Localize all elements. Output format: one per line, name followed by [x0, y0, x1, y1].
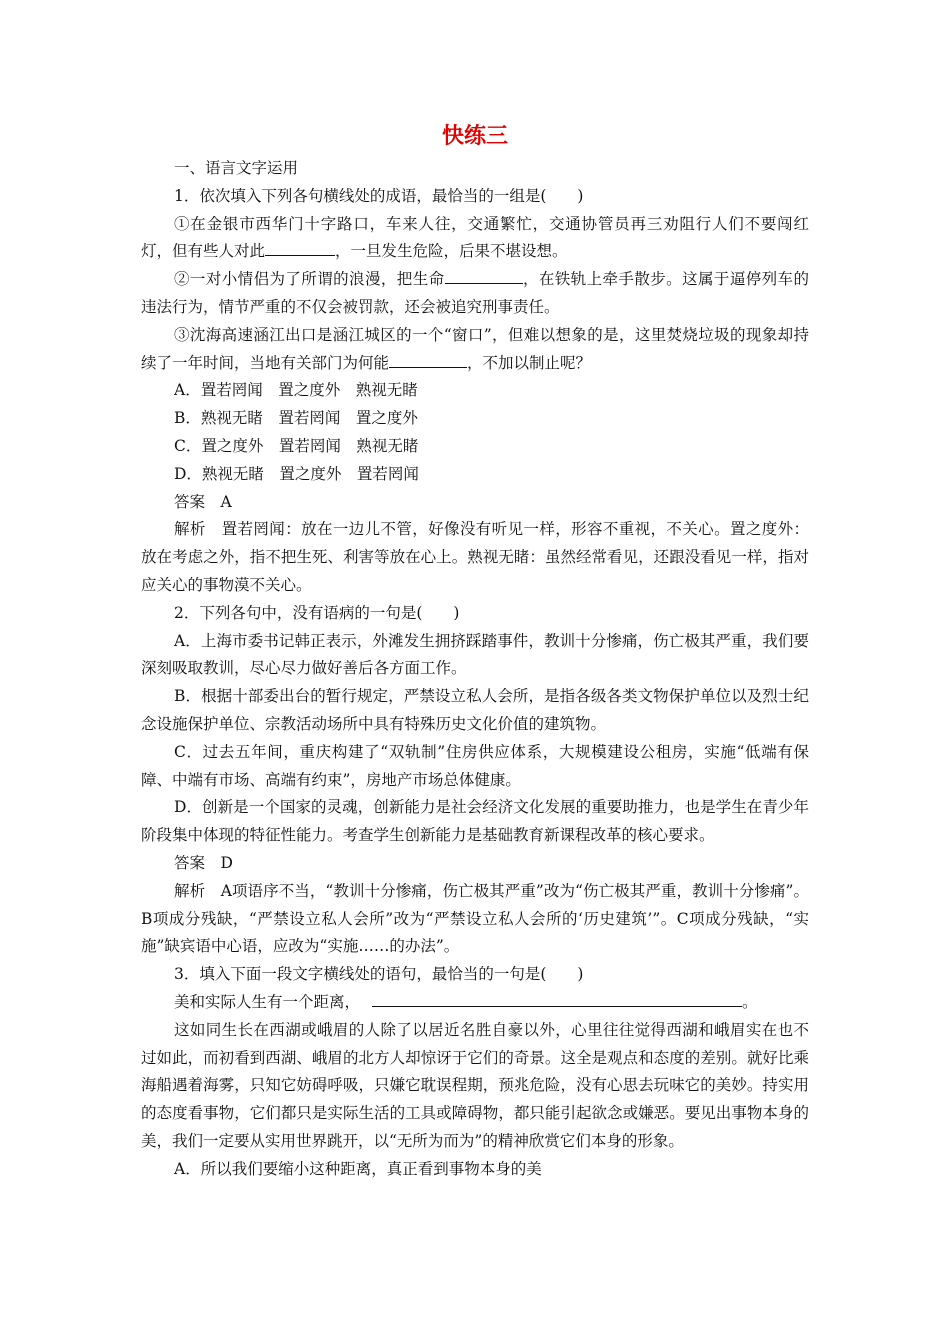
- fill-blank: [265, 239, 335, 256]
- q3-option-a: A．所以我们要缩小这种距离，真正看到事物本身的美: [174, 1159, 542, 1178]
- document-body: [141, 155, 809, 1183]
- q1-sentence-2: ②一对小情侣为了所谓的浪漫，把生命 ，在铁轨上牵手散步。这属于逼停列车的违法行为，情节严重的不仅会被罚款，还会被追究刑事责任。: [141, 266, 809, 322]
- q1-option-b: B．熟视无睹 置若罔闻 置之度外: [174, 409, 418, 428]
- section-heading: 一、语言文字运用: [174, 159, 299, 177]
- q2-option-b: B．根据十部委出台的暂行规定，严禁设立私人会所，是指各级各类文物保护单位以及烈士纪念设施保护单位、宗教活动场所中具有特殊历史文化价值的建筑物。: [141, 687, 809, 733]
- q1-answer: 答案 A: [174, 492, 232, 511]
- q1-analysis: 解析 置若罔闻：放在一边儿不管，好像没有听见一样，形容不重视，不关心。置之度外：放在考虑之外，指不把生死、利害等放在心上。熟视无睹：虽然经常看见，还跟没看见一样，指对应关心的事物漠不关心。: [141, 520, 809, 594]
- q3-passage: 这如同生长在西湖或峨眉的人除了以居近名胜自豪以外，心里往往觉得西湖和峨眉实在也不过如此，而初看到西湖、峨眉的北方人却惊讶于它们的奇景。这全是观点和态度的差别。就好比乘海船遇着海雾，只知它妨碍呼吸，只嫌它耽误程期，预兆危险，没有心思去玩味它的美妙。持实用的态度看事物，它们都只是实际生活的工具或障碍物，都只能引起欲念或嫌恶。要见出事物本身的美，我们一定要从实用世界跳开，以“无所为而为”的精神欣赏它们本身的形象。: [141, 1020, 809, 1150]
- q2-stem: 2．下列各句中，没有语病的一句是( ): [174, 603, 460, 622]
- q1-option-d: D．熟视无睹 置之度外 置若罔闻: [174, 464, 419, 483]
- fill-blank: [389, 351, 467, 368]
- q1-option-c: C．置之度外 置若罔闻 熟视无睹: [174, 436, 419, 455]
- q2-answer: 答案 D: [174, 853, 233, 872]
- page-title: 快练三: [441, 124, 508, 149]
- q2-option-d: D．创新是一个国家的灵魂，创新能力是社会经济文化发展的重要助推力，也是学生在青少年阶段集中体现的特征性能力。考查学生创新能力是基础教育新课程改革的核心要求。: [141, 798, 809, 845]
- fill-blank: [372, 990, 742, 1007]
- q3-lead-sentence: 美和实际人生有一个距离， 。: [141, 989, 809, 1017]
- q2-analysis: 解析 A项语序不当，“教训十分惨痛，伤亡极其严重”改为“伤亡极其严重，教训十分惨痛”。B项成分残缺，“严禁设立私人会所”改为“严禁设立私人会所的‘历史建筑’”。C项成分残缺，“实施”缺宾语中心语，应改为“实施……的办法”。: [141, 881, 809, 956]
- fill-blank: [445, 267, 523, 284]
- q1-sentence-3: ③沈海高速涵江出口是涵江城区的一个“窗口”，但难以想象的是，这里焚烧垃圾的现象却持续了一年时间，当地有关部门为何能 ，不加以制止呢？: [141, 325, 809, 372]
- q1-stem: 1．依次填入下列各句横线处的成语，最恰当的一组是( ): [174, 186, 584, 205]
- q2-option-a: A．上海市委书记韩正表示，外滩发生拥挤踩踏事件，教训十分惨痛，伤亡极其严重，我们要深刻吸取教训，尽心尽力做好善后各方面工作。: [141, 631, 809, 678]
- q2-option-c: C．过去五年间，重庆构建了“双轨制”住房供应体系，大规模建设公租房，实施“低端有保障、中端有市场、高端有约束”，房地产市场总体健康。: [141, 742, 809, 789]
- q3-stem: 3．填入下面一段文字横线处的语句，最恰当的一句是( ): [174, 965, 584, 984]
- q1-option-a: A．置若罔闻 置之度外 熟视无睹: [174, 381, 418, 400]
- q1-sentence-1: ①在金银市西华门十字路口，车来人往，交通繁忙，交通协管员再三劝阻行人们不要闯红灯，但有些人对此 ，一旦发生危险，后果不堪设想。: [141, 214, 809, 261]
